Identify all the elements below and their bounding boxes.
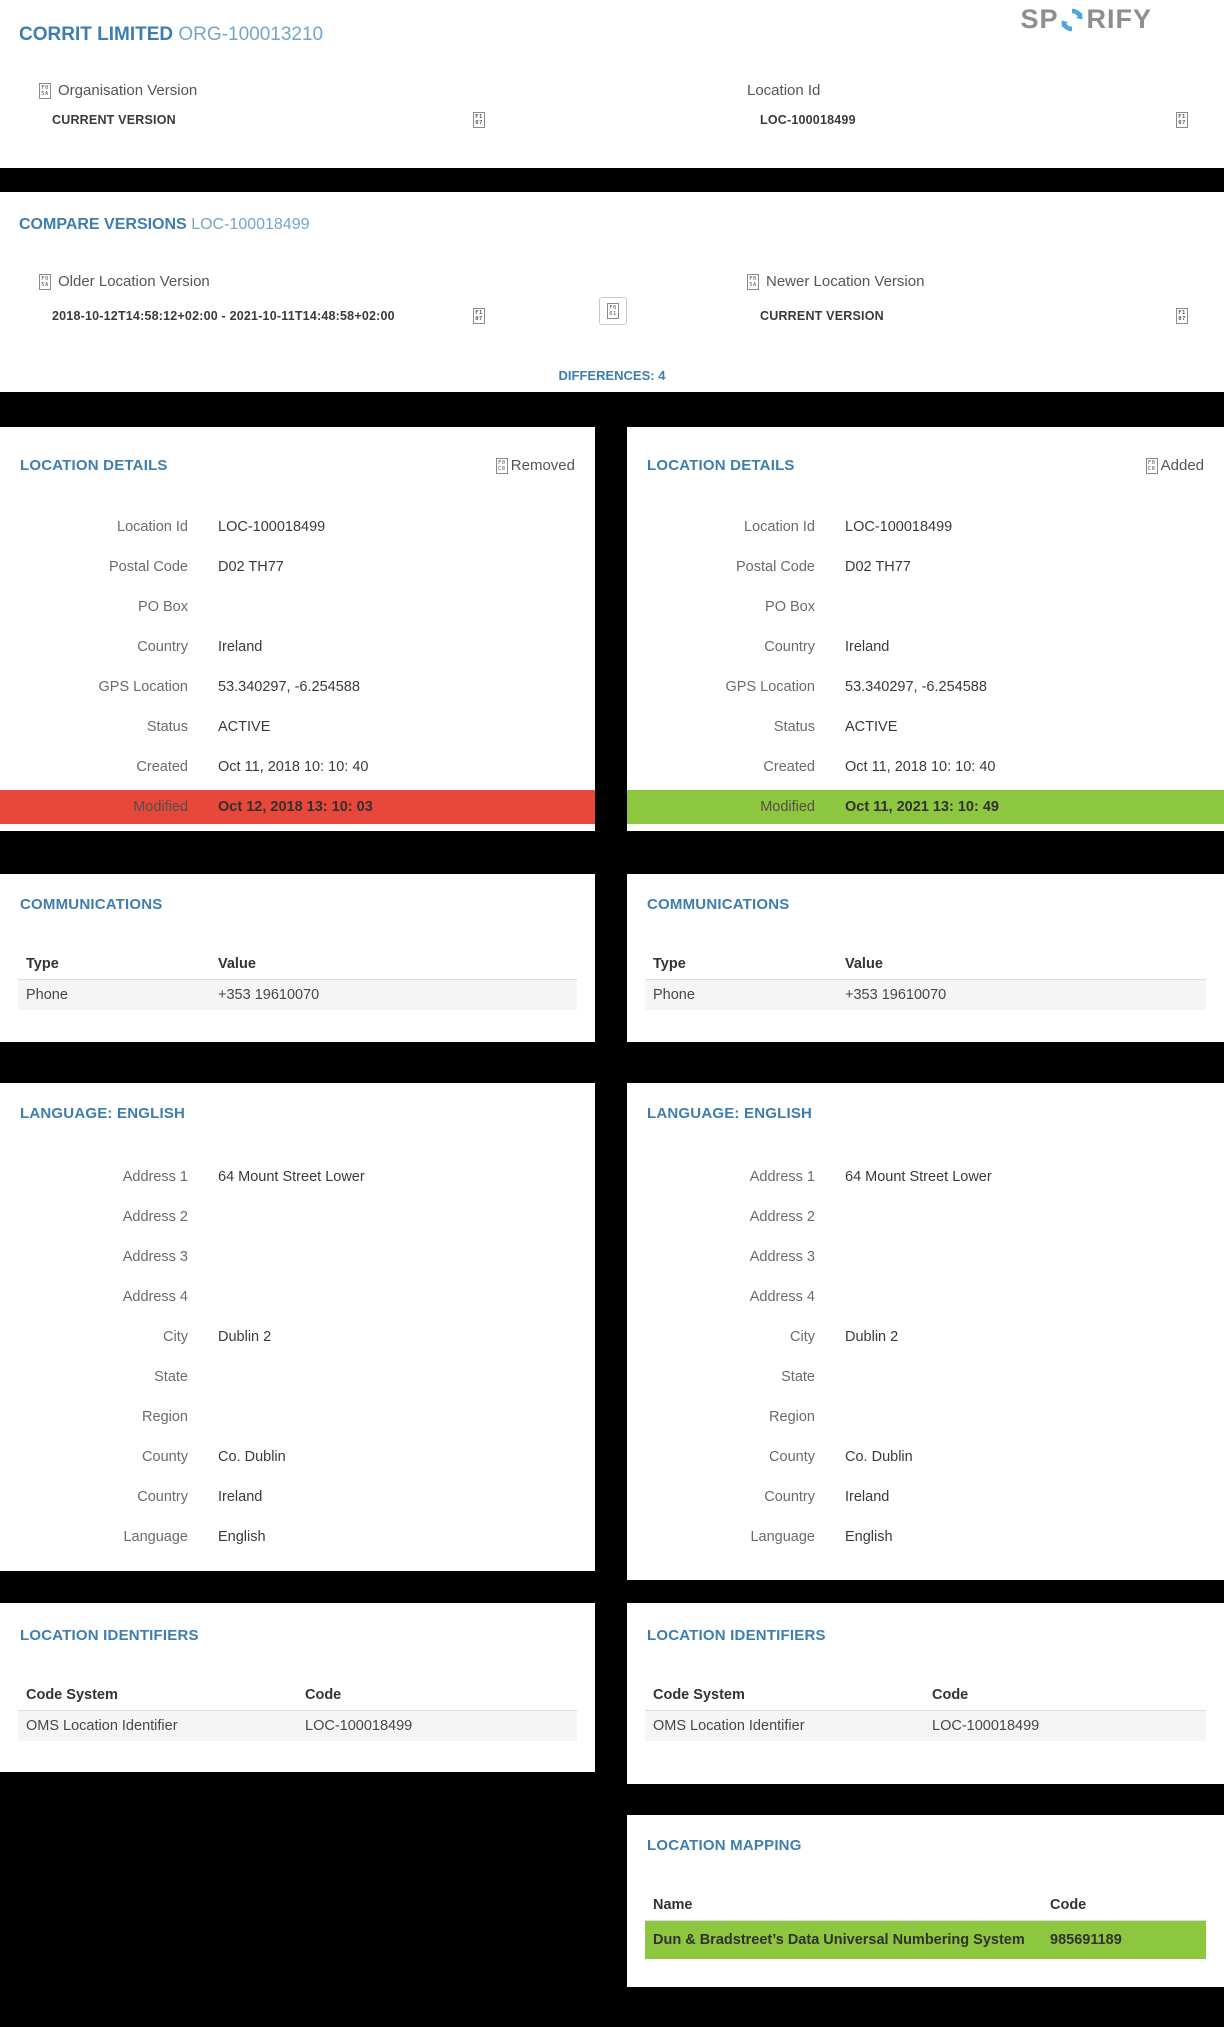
table-row: OMS Location Identifier LOC-100018499: [18, 1711, 577, 1741]
location-details-card-old: [0, 427, 595, 831]
table-row: Phone +353 19610070: [18, 980, 577, 1010]
chevron-down-icon[interactable]: F107: [473, 112, 485, 128]
older-version-label: F05A Older Location Version: [39, 273, 210, 290]
language-row: Address 2: [122, 1209, 188, 1225]
card-title: COMMUNICATIONS: [647, 896, 790, 913]
detail-row: Created Oct 11, 2018 10: 10: 40: [136, 759, 369, 775]
compare-versions-block: [0, 192, 1224, 392]
chevron-down-icon[interactable]: F107: [473, 308, 485, 324]
table-header: Code System Code: [645, 1680, 1206, 1711]
chevron-down-icon[interactable]: F107: [1176, 112, 1188, 128]
older-version-select[interactable]: 2018-10-12T14:58:12+02:00 - 2021-10-11T14:48:58+02:00 F107: [52, 308, 485, 324]
detail-row: PO Box: [765, 599, 815, 615]
card-title: LOCATION IDENTIFIERS: [20, 1627, 199, 1644]
swap-versions-button[interactable]: [599, 297, 627, 325]
location-identifiers-card-new: [627, 1603, 1224, 1784]
square-icon: F0C8: [496, 458, 508, 474]
location-details-card-new: [627, 427, 1224, 831]
table-header: Type Value: [645, 949, 1206, 980]
language-row: City Dublin 2: [790, 1329, 899, 1345]
location-id-label: Location Id: [747, 82, 821, 99]
org-version-select[interactable]: CURRENT VERSION F107: [52, 112, 485, 128]
detail-row: Country Ireland: [137, 639, 263, 655]
detail-row: Postal Code D02 TH77: [736, 559, 911, 575]
language-row: County Co. Dublin: [769, 1449, 913, 1465]
language-row: Address 4: [749, 1289, 815, 1305]
detail-row: PO Box: [138, 599, 188, 615]
removed-badge: F0C8 Removed: [496, 457, 575, 474]
added-badge: F0C8 Added: [1146, 457, 1204, 474]
logo-text-sp: SP: [1020, 4, 1059, 34]
language-row: Language English: [750, 1529, 893, 1545]
logo-text-rify: RIFY: [1086, 4, 1152, 34]
table-header: Code System Code: [18, 1680, 577, 1711]
page-title: [19, 24, 323, 46]
compare-versions-title: COMPARE VERSIONS LOC-100018499: [19, 216, 310, 233]
newer-version-label: F05A Newer Location Version: [747, 273, 924, 290]
card-title: LANGUAGE: ENGLISH: [647, 1105, 813, 1122]
card-title: LOCATION DETAILS: [647, 457, 795, 474]
language-row: City Dublin 2: [163, 1329, 272, 1345]
compare-location-id: LOC-100018499: [191, 216, 310, 233]
header-block: [0, 0, 1224, 168]
detail-row-modified-removed: Modified Oct 12, 2018 13: 10: 03: [0, 790, 595, 824]
communications-card-old: [0, 874, 595, 1042]
card-title: LOCATION DETAILS: [20, 457, 168, 474]
location-mapping-card: [627, 1815, 1224, 1987]
arrow-right-icon: F061: [607, 303, 619, 319]
language-row: Country Ireland: [764, 1489, 890, 1505]
info-icon: F05A: [39, 83, 51, 99]
detail-row: GPS Location 53.340297, -6.254588: [98, 679, 360, 695]
language-row: State: [781, 1369, 815, 1385]
table-row: OMS Location Identifier LOC-100018499: [645, 1711, 1206, 1741]
language-row: Address 1 64 Mount Street Lower: [122, 1169, 365, 1185]
company-name: CORRIT LIMITED: [19, 24, 174, 45]
detail-row: Created Oct 11, 2018 10: 10: 40: [763, 759, 996, 775]
detail-row: Status ACTIVE: [773, 719, 898, 735]
card-title: COMMUNICATIONS: [20, 896, 163, 913]
detail-row: GPS Location 53.340297, -6.254588: [725, 679, 987, 695]
location-id-select[interactable]: LOC-100018499 F107: [760, 112, 1188, 128]
card-title: LOCATION MAPPING: [647, 1837, 802, 1854]
org-version-label: F05A Organisation Version: [39, 82, 197, 99]
language-row: Country Ireland: [137, 1489, 263, 1505]
location-identifiers-card-old: [0, 1603, 595, 1772]
language-row: State: [154, 1369, 188, 1385]
language-row: Address 1 64 Mount Street Lower: [749, 1169, 992, 1185]
communications-card-new: [627, 874, 1224, 1042]
card-title: LANGUAGE: ENGLISH: [20, 1105, 186, 1122]
language-card-new: [627, 1083, 1224, 1580]
detail-row: Postal Code D02 TH77: [109, 559, 284, 575]
detail-row: Location Id LOC-100018499: [744, 519, 953, 535]
language-row: Address 3: [749, 1249, 815, 1265]
detail-row-modified-added: Modified Oct 11, 2021 13: 10: 49: [627, 790, 1224, 824]
table-header: Name Code: [645, 1890, 1206, 1921]
org-id: ORG-100013210: [178, 24, 324, 45]
language-row: Region: [769, 1409, 815, 1425]
language-row: Address 3: [122, 1249, 188, 1265]
newer-version-select[interactable]: CURRENT VERSION F107: [760, 308, 1188, 324]
card-title: LOCATION IDENTIFIERS: [647, 1627, 826, 1644]
chevron-down-icon[interactable]: F107: [1176, 308, 1188, 324]
language-row: Address 4: [122, 1289, 188, 1305]
language-row: Address 2: [749, 1209, 815, 1225]
language-row: Region: [142, 1409, 188, 1425]
square-icon: F0C8: [1146, 458, 1158, 474]
table-header: Type Value: [18, 949, 577, 980]
language-card-old: [0, 1083, 595, 1571]
sporify-logo: [1020, 4, 1152, 35]
info-icon: F05A: [39, 274, 51, 290]
language-row: Language English: [123, 1529, 266, 1545]
table-row-added: Dun & Bradstreet’s Data Universal Numbering System 985691189: [645, 1921, 1206, 1959]
table-row: Phone +353 19610070: [645, 980, 1206, 1010]
language-row: County Co. Dublin: [142, 1449, 286, 1465]
detail-row: Status ACTIVE: [146, 719, 271, 735]
differences-count: DIFFERENCES: 4: [558, 368, 666, 383]
detail-row: Country Ireland: [764, 639, 890, 655]
detail-row: Location Id LOC-100018499: [117, 519, 326, 535]
info-icon: F05A: [747, 274, 759, 290]
sync-arrows-icon: [1059, 7, 1085, 33]
